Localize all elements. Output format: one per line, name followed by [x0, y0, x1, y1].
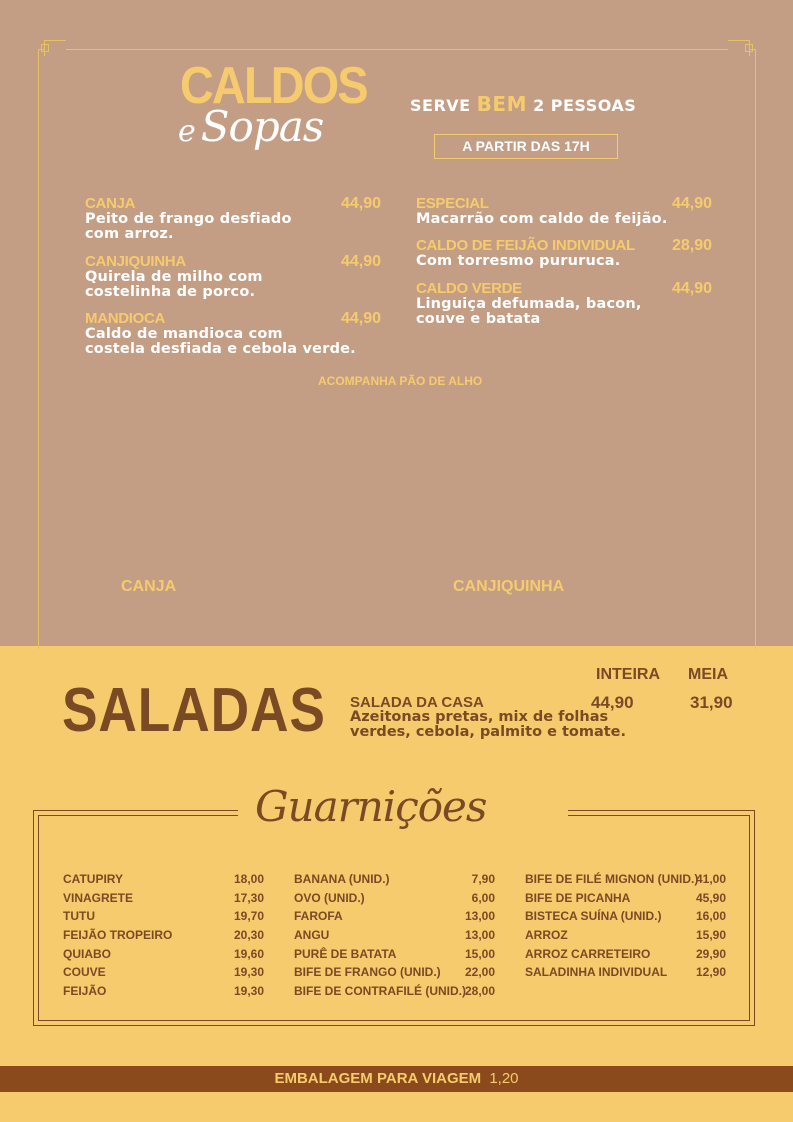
side-price: 19,30	[233, 984, 264, 999]
side-price: 22,00	[464, 965, 495, 980]
item-desc: Com torresmo pururuca.	[416, 253, 621, 269]
side-price: 6,00	[471, 890, 495, 905]
salad-desc	[350, 710, 630, 740]
side-price: 15,90	[695, 928, 726, 943]
menu-item	[416, 238, 712, 269]
footer-price: 1,20	[489, 1070, 519, 1087]
col-header-inteira: INTEIRA	[596, 666, 660, 683]
side-price: 29,90	[695, 946, 726, 961]
salad-desc-line: Azeitonas pretas, mix de folhas	[350, 709, 609, 725]
side-name: PURÊ DE BATATA	[294, 946, 397, 961]
list-item	[294, 984, 495, 1003]
side-name: FAROFA	[294, 909, 343, 924]
list-item	[525, 872, 726, 891]
side-price: 12,90	[695, 965, 726, 980]
menu-item	[85, 254, 381, 300]
guarnicoes-column-2	[294, 872, 495, 1003]
guarnicoes-column-1	[63, 872, 264, 1003]
photo-caption: CANJA	[121, 578, 177, 595]
item-name: MANDIOCA	[85, 310, 166, 327]
serve-suffix: 2 PESSOAS	[533, 96, 637, 115]
item-name: CANJA	[85, 195, 136, 212]
menu-item	[85, 196, 381, 242]
side-price: 19,60	[233, 946, 264, 961]
footer-label: EMBALAGEM PARA VIAGEM	[274, 1070, 482, 1087]
side-name: BISTECA SUÍNA (UNID.)	[525, 909, 662, 924]
side-name: VINAGRETE	[63, 890, 134, 905]
list-item	[294, 891, 495, 910]
side-name: SALADINHA INDIVIDUAL	[525, 965, 668, 980]
side-name: ARROZ CARRETEIRO	[525, 946, 651, 961]
photo-caption: CANJIQUINHA	[453, 578, 565, 595]
title-sopas: Sopas	[200, 102, 324, 151]
side-price: 19,30	[233, 965, 264, 980]
guarnicoes-column-3	[525, 872, 726, 984]
side-price: 28,00	[464, 984, 495, 999]
side-price: 45,90	[695, 890, 726, 905]
side-name: OVO (UNID.)	[294, 890, 365, 905]
caldos-title: CALDOS	[180, 57, 367, 115]
item-desc: Macarrão com caldo de feijão.	[416, 211, 668, 227]
side-name: QUIABO	[63, 946, 111, 961]
list-item	[294, 909, 495, 928]
item-desc: Caldo de mandioca com	[85, 326, 283, 342]
side-price: 20,30	[233, 928, 264, 943]
item-price: 28,90	[671, 237, 712, 254]
item-price: 44,90	[340, 253, 381, 270]
list-item	[525, 891, 726, 910]
side-price: 19,70	[233, 909, 264, 924]
title-e: e	[178, 114, 195, 149]
side-name: BIFE DE FRANGO (UNID.)	[294, 965, 441, 980]
side-name: FEIJÃO	[63, 984, 107, 999]
list-item	[525, 909, 726, 928]
item-price: 44,90	[340, 195, 381, 212]
menu-item	[416, 281, 712, 327]
menu-item	[416, 196, 712, 227]
col-header-meia: MEIA	[688, 666, 728, 683]
list-item	[63, 909, 264, 928]
list-item	[525, 947, 726, 966]
frame-corner-ornament	[44, 40, 66, 56]
list-item	[63, 872, 264, 891]
menu-item	[85, 311, 381, 357]
list-item	[294, 928, 495, 947]
item-price: 44,90	[340, 310, 381, 327]
serve-prefix: SERVE	[410, 96, 471, 115]
item-desc: com arroz.	[85, 226, 174, 242]
side-name: ARROZ	[525, 928, 568, 943]
item-price: 44,90	[671, 280, 712, 297]
side-name: FEIJÃO TROPEIRO	[63, 928, 173, 943]
item-desc: costela desfiada e cebola verde.	[85, 341, 356, 357]
item-desc: costelinha de porco.	[85, 284, 256, 300]
list-item	[294, 947, 495, 966]
side-price: 18,00	[233, 872, 264, 886]
salad-price-meia: 31,90	[690, 693, 733, 712]
side-name: BANANA (UNID.)	[294, 872, 390, 886]
side-name: ANGU	[294, 928, 330, 943]
side-name: CATUPIRY	[63, 872, 123, 886]
side-price: 7,90	[471, 872, 495, 886]
item-desc: couve e batata	[416, 311, 541, 327]
side-price: 16,00	[695, 909, 726, 924]
item-name: CALDO VERDE	[416, 280, 522, 297]
side-price: 13,00	[464, 909, 495, 924]
list-item	[63, 891, 264, 910]
packaging-footer	[0, 1066, 793, 1092]
serve-note	[410, 92, 636, 116]
guarnicoes-title: Guarnições	[255, 782, 487, 831]
saladas-title: SALADAS	[62, 676, 326, 745]
salad-desc-line: verdes, cebola, palmito e tomate.	[350, 724, 627, 740]
item-name: CANJIQUINHA	[85, 253, 186, 270]
item-name: ESPECIAL	[416, 195, 489, 212]
item-name: CALDO DE FEIJÃO INDIVIDUAL	[416, 237, 635, 254]
item-price: 44,90	[671, 195, 712, 212]
side-name: BIFE DE PICANHA	[525, 890, 631, 905]
list-item	[63, 947, 264, 966]
item-desc: Peito de frango desfiado	[85, 211, 292, 227]
list-item	[525, 928, 726, 947]
salad-name: SALADA DA CASA	[350, 694, 484, 711]
list-item	[294, 965, 495, 984]
list-item	[63, 928, 264, 947]
frame-corner-ornament	[728, 40, 750, 56]
side-price: 17,30	[233, 890, 264, 905]
list-item	[525, 965, 726, 984]
item-desc: Linguiça defumada, bacon,	[416, 296, 642, 312]
list-item	[294, 872, 495, 891]
item-desc: Quirela de milho com	[85, 269, 263, 285]
side-name: COUVE	[63, 965, 106, 980]
list-item	[63, 965, 264, 984]
side-price: 13,00	[464, 928, 495, 943]
side-name: BIFE DE CONTRAFILÉ (UNID.)	[294, 984, 466, 999]
acompanha-note: ACOMPANHA PÃO DE ALHO	[318, 374, 483, 388]
side-price: 15,00	[464, 946, 495, 961]
serve-bem: BEM	[476, 92, 527, 116]
salad-price-inteira: 44,90	[591, 693, 634, 712]
side-name: TUTU	[63, 909, 95, 924]
side-price: 41,00	[695, 872, 726, 886]
sopas-script-title	[178, 102, 324, 151]
list-item	[63, 984, 264, 1003]
time-badge: A PARTIR DAS 17H	[434, 134, 618, 159]
side-name: BIFE DE FILÉ MIGNON (UNID.)	[525, 872, 699, 886]
